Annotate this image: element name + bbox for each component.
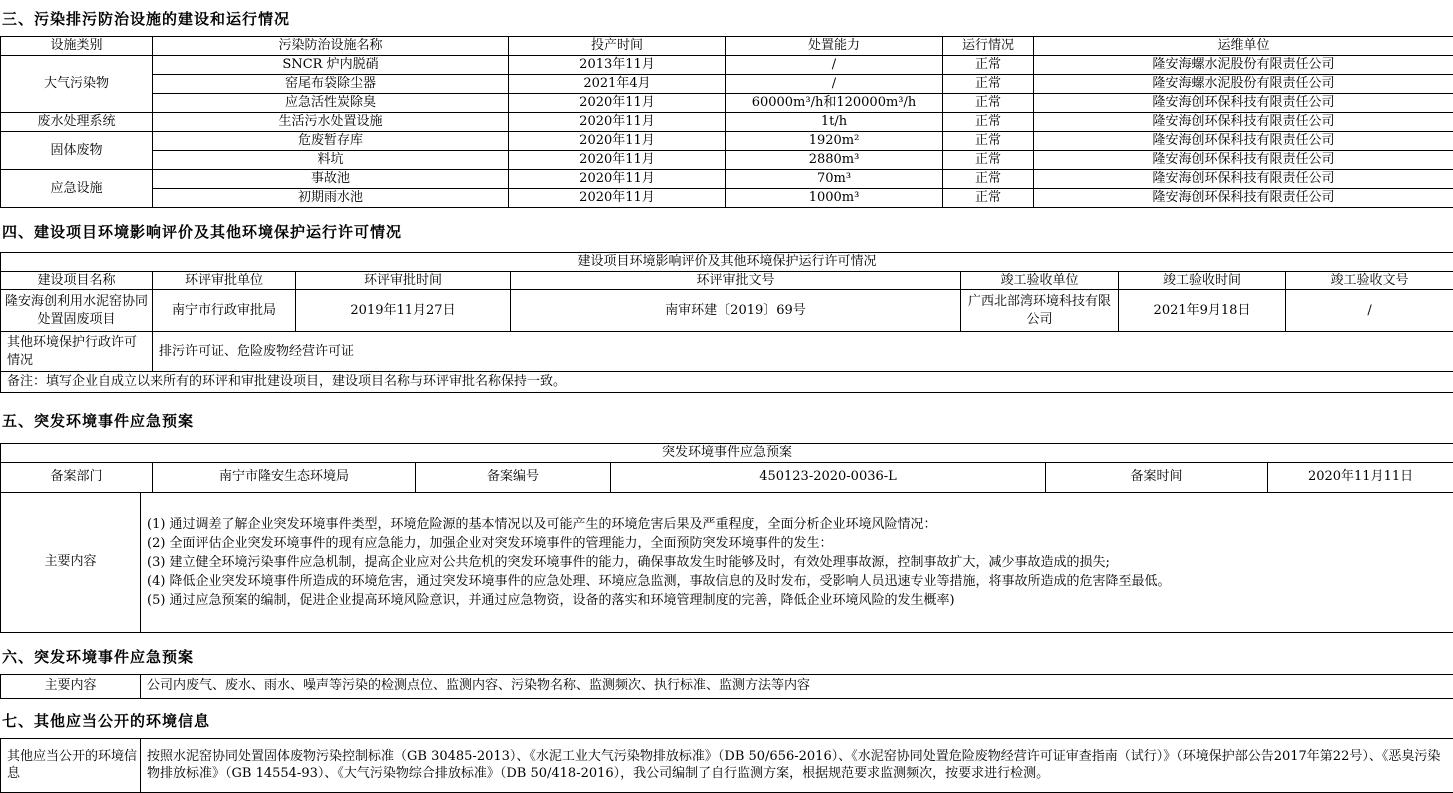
- header-accept-unit: 竣工验收单位: [961, 271, 1119, 290]
- status-cell: 正常: [943, 132, 1034, 151]
- approve-date-cell: 2019年11月27日: [296, 290, 511, 332]
- operator-cell: 隆安海创环保科技有限责任公司: [1034, 189, 1453, 208]
- facility-category-cell: 废水处理系统: [1, 113, 153, 132]
- facilities-header-row: [1, 37, 1453, 56]
- facility-name-cell: 事故池: [153, 170, 509, 189]
- start-date-cell: 2020年11月: [509, 189, 726, 208]
- table-title: 建设项目环境影响评价及其他环境保护运行许可情况: [1, 253, 1453, 272]
- filing-date-label: 备案时间: [1046, 462, 1268, 492]
- operator-cell: 隆安海创环保科技有限责任公司: [1034, 94, 1453, 113]
- filing-date-value: 2020年11月11日: [1268, 462, 1453, 492]
- filing-row: [1, 462, 1453, 492]
- document-page: [0, 8, 1453, 793]
- monitoring-row: [1, 674, 1453, 698]
- header-capacity: 处置能力: [726, 37, 943, 56]
- status-cell: 正常: [943, 75, 1034, 94]
- header-accept-date: 竣工验收时间: [1119, 271, 1286, 290]
- eia-permit-table: [0, 252, 1453, 393]
- monitoring-table: [0, 674, 1453, 699]
- plan-content-line: (2) 全面评估企业突发环境事件的现有应急能力，加强企业对突发环境事件的管理能力，全面预防突发环境事件的发生：: [147, 534, 1447, 553]
- start-date-cell: 2020年11月: [509, 113, 726, 132]
- start-date-cell: 2020年11月: [509, 151, 726, 170]
- other-info-table: [0, 738, 1453, 793]
- section-3-heading: 三、污染排污防治设施的建设和运行情况: [2, 8, 1453, 29]
- operator-cell: 隆安海创环保科技有限责任公司: [1034, 132, 1453, 151]
- capacity-cell: /: [726, 75, 943, 94]
- facility-name-cell: 危废暂存库: [153, 132, 509, 151]
- plan-content-line: (4) 降低企业突发环境事件所造成的环境危害，通过突发环境事件的应急处理、环境应急监测，事故信息的及时发布，受影响人员迅速专业等措施，将事故所造成的危害降至最低。: [147, 572, 1447, 591]
- emergency-plan-table: [0, 443, 1453, 493]
- capacity-cell: 1000m³: [726, 189, 943, 208]
- start-date-cell: 2013年11月: [509, 56, 726, 75]
- project-name-cell: 隆安海创利用水泥窑协同处置固废项目: [1, 290, 153, 332]
- note-text: 备注：填写企业自成立以来所有的环评和审批建设项目，建设项目名称与环评审批名称保持一致。: [1, 372, 1453, 393]
- facility-name-cell: SNCR 炉内脱硝: [153, 56, 509, 75]
- section-7-heading: 七、其他应当公开的环境信息: [2, 710, 1453, 731]
- facilities-table: [0, 36, 1453, 208]
- header-approve-unit: 环评审批单位: [153, 271, 296, 290]
- table-title: 突发环境事件应急预案: [1, 444, 1453, 463]
- operator-cell: 隆安海创环保科技有限责任公司: [1034, 113, 1453, 132]
- table-row: [1, 75, 1453, 94]
- table-row: [1, 94, 1453, 113]
- table-title-row: [1, 444, 1453, 463]
- header-approve-date: 环评审批时间: [296, 271, 511, 290]
- table-title-row: [1, 253, 1453, 272]
- eia-data-row: [1, 290, 1453, 332]
- capacity-cell: 2880m³: [726, 151, 943, 170]
- table-row: [1, 113, 1453, 132]
- start-date-cell: 2020年11月: [509, 94, 726, 113]
- start-date-cell: 2020年11月: [509, 132, 726, 151]
- header-operator: 运维单位: [1034, 37, 1453, 56]
- section-4-heading: 四、建设项目环境影响评价及其他环境保护运行许可情况: [2, 221, 1453, 242]
- note-row: [1, 372, 1453, 393]
- filing-no-label: 备案编号: [416, 462, 611, 492]
- header-facility-name: 污染防治设施名称: [153, 37, 509, 56]
- table-row: [1, 189, 1453, 208]
- plan-content-text: [141, 492, 1453, 632]
- capacity-cell: 1t/h: [726, 113, 943, 132]
- section-5-heading: 五、突发环境事件应急预案: [2, 410, 1453, 431]
- monitoring-content: 公司内废气、废水、雨水、噪声等污染的检测点位、监测内容、污染物名称、监测频次、执行标准、监测方法等内容: [141, 674, 1453, 698]
- accept-doc-cell: /: [1286, 290, 1453, 332]
- accept-date-cell: 2021年9月18日: [1119, 290, 1286, 332]
- section-6-heading: 六、突发环境事件应急预案: [2, 646, 1453, 667]
- table-row: [1, 132, 1453, 151]
- status-cell: 正常: [943, 113, 1034, 132]
- capacity-cell: 1920m²: [726, 132, 943, 151]
- filing-dept-value: 南宁市隆安生态环境局: [153, 462, 416, 492]
- facility-category-cell: 应急设施: [1, 170, 153, 208]
- table-row: [1, 170, 1453, 189]
- header-accept-doc: 竣工验收文号: [1286, 271, 1453, 290]
- plan-content-label: 主要内容: [1, 492, 141, 632]
- other-permits-row: [1, 332, 1453, 372]
- facility-name-cell: 料坑: [153, 151, 509, 170]
- header-approve-doc: 环评审批文号: [511, 271, 961, 290]
- status-cell: 正常: [943, 170, 1034, 189]
- filing-dept-label: 备案部门: [1, 462, 153, 492]
- status-cell: 正常: [943, 94, 1034, 113]
- other-permits-value: 排污许可证、危险废物经营许可证: [153, 332, 1453, 372]
- other-info-row: [1, 738, 1453, 792]
- table-row: [1, 56, 1453, 75]
- facility-name-cell: 应急活性炭除臭: [153, 94, 509, 113]
- status-cell: 正常: [943, 189, 1034, 208]
- operator-cell: 隆安海创环保科技有限责任公司: [1034, 170, 1453, 189]
- header-facility-category: 设施类别: [1, 37, 153, 56]
- capacity-cell: 70m³: [726, 170, 943, 189]
- operator-cell: 隆安海螺水泥股份有限责任公司: [1034, 75, 1453, 94]
- facility-name-cell: 初期雨水池: [153, 189, 509, 208]
- facility-name-cell: 窑尾布袋除尘器: [153, 75, 509, 94]
- accept-unit-cell: 广西北部湾环境科技有限公司: [961, 290, 1119, 332]
- facility-category-cell: 固体废物: [1, 132, 153, 170]
- plan-content-table: [0, 492, 1453, 633]
- eia-header-row: [1, 271, 1453, 290]
- approve-doc-cell: 南审环建〔2019〕69号: [511, 290, 961, 332]
- start-date-cell: 2021年4月: [509, 75, 726, 94]
- operator-cell: 隆安海螺水泥股份有限责任公司: [1034, 56, 1453, 75]
- plan-content-line: (1) 通过调差了解企业突发环境事件类型，环境危险源的基本情况以及可能产生的环境危害后果及严重程度，全面分析企业环境风险情况：: [147, 515, 1447, 534]
- facility-category-cell: 大气污染物: [1, 56, 153, 113]
- status-cell: 正常: [943, 56, 1034, 75]
- approve-unit-cell: 南宁市行政审批局: [153, 290, 296, 332]
- plan-content-line: (3) 建立健全环境污染事件应急机制，提高企业应对公共危机的突发环境事件的能力，确保事故发生时能够及时，有效处理事故源，控制事故扩大，减少事故造成的损失;: [147, 553, 1447, 572]
- capacity-cell: /: [726, 56, 943, 75]
- header-status: 运行情况: [943, 37, 1034, 56]
- capacity-cell: 60000m³/h和120000m³/h: [726, 94, 943, 113]
- other-info-content: 按照水泥窑协同处置固体废物污染控制标准（GB 30485-2013）、《水泥工业大气污染物排放标准》（DB 50/656-2016）、《水泥窑协同处置危险废物经营许可证审查指南（试行）》（环境保护部公告2017年第22号）、《恶臭污染物排放标准》（GB 14554-93）、《大气污染物综合排放标准》（DB 50/418-2016），我公司编制了自行监测方案，根据规范要求监测频次，按要求进行检测。: [141, 738, 1453, 792]
- monitoring-label: 主要内容: [1, 674, 141, 698]
- plan-content-row: [1, 492, 1453, 632]
- table-row: [1, 151, 1453, 170]
- header-start-date: 投产时间: [509, 37, 726, 56]
- other-info-label: 其他应当公开的环境信息: [1, 738, 141, 792]
- operator-cell: 隆安海创环保科技有限责任公司: [1034, 151, 1453, 170]
- filing-no-value: 450123-2020-0036-L: [611, 462, 1046, 492]
- facility-name-cell: 生活污水处置设施: [153, 113, 509, 132]
- start-date-cell: 2020年11月: [509, 170, 726, 189]
- header-project-name: 建设项目名称: [1, 271, 153, 290]
- other-permits-label: 其他环境保护行政许可情况: [1, 332, 153, 372]
- status-cell: 正常: [943, 151, 1034, 170]
- plan-content-line: (5) 通过应急预案的编制，促进企业提高环境风险意识，并通过应急物资，设备的落实和环境管理制度的完善，降低企业环境风险的发生概率): [147, 591, 1447, 610]
